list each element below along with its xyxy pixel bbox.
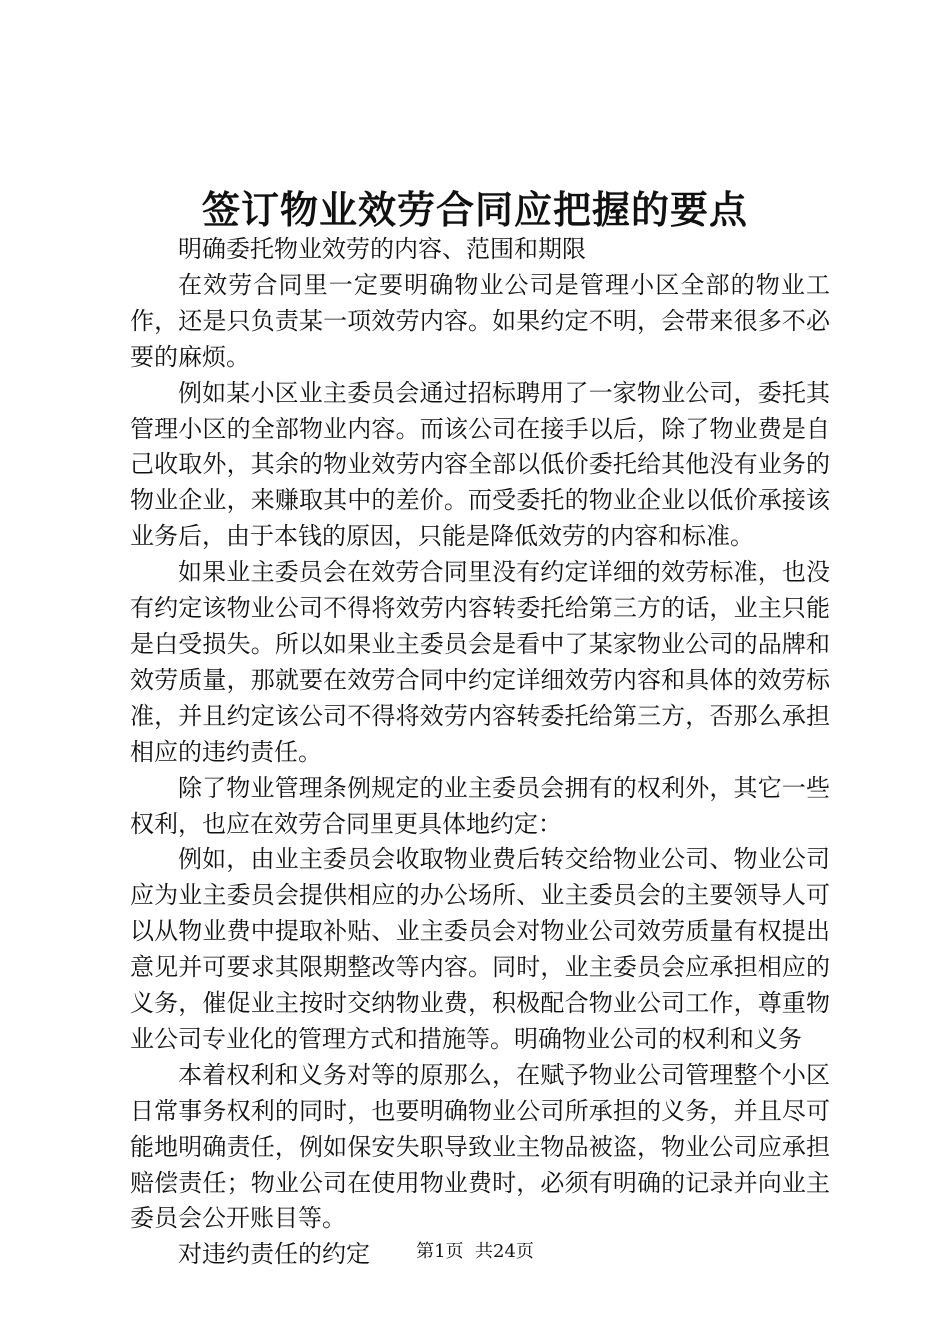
paragraph: 除了物业管理条例规定的业主委员会拥有的权利外，其它一些权利，也应在效劳合同里更具体地约定： xyxy=(130,773,830,838)
paragraph: 对违约责任的约定 xyxy=(178,1240,370,1269)
page-footer xyxy=(0,1240,950,1264)
page-total: 共24页 xyxy=(475,1241,534,1262)
paragraph: 例如某小区业主委员会通过招标聘用了一家物业公司，委托其管理小区的全部物业内容。而该公司在接手以后，除了物业费是自己收取外，其余的物业效劳内容全部以低价委托给其他没有业务的物业企业，来赚取其中的差价。而受委托的物业企业以低价承接该业务后，由于本钱的原因，只能是降低效劳的内容和标准。 xyxy=(130,378,830,551)
paragraph: 例如，由业主委员会收取物业费后转交给物业公司、物业公司应为业主委员会提供相应的办公场所、业主委员会的主要领导人可以从物业费中提取补贴、业主委员会对物业公司效劳质量有权提出意见并可要求其限期整改等内容。同时，业主委员会应承担相应的义务，催促业主按时交纳物业费，积极配合物业公司工作，尊重物业公司专业化的管理方式和措施等。明确物业公司的权利和义务 xyxy=(130,845,830,1053)
paragraph: 明确委托物业效劳的内容、范围和期限 xyxy=(178,235,586,263)
document-title: 签订物业效劳合同应把握的要点 xyxy=(201,187,748,232)
paragraph: 在效劳合同里一定要明确物业公司是管理小区全部的物业工作，还是只负责某一项效劳内容。如果约定不明，会带来很多不必要的麻烦。 xyxy=(130,270,830,371)
paragraph: 本着权利和义务对等的原那么，在赋予物业公司管理整个小区日常事务权利的同时，也要明确物业公司所承担的义务，并且尽可能地明确责任，例如保安失职导致业主物品被盗，物业公司应承担赔偿责任；物业公司在使用物业费时，必须有明确的记录并向业主委员会公开账目等。 xyxy=(130,1060,830,1233)
document-body xyxy=(130,232,830,1273)
paragraph: 如果业主委员会在效劳合同里没有约定详细的效劳标准，也没有约定该物业公司不得将效劳内容转委托给第三方的话，业主只能是白受损失。所以如果业主委员会是看中了某家物业公司的品牌和效劳质量，那就要在效劳合同中约定详细效劳内容和具体的效劳标准，并且约定该公司不得将效劳内容转委托给第三方，否那么承担相应的违约责任。 xyxy=(130,558,830,766)
page-number: 第1页 xyxy=(416,1241,464,1262)
